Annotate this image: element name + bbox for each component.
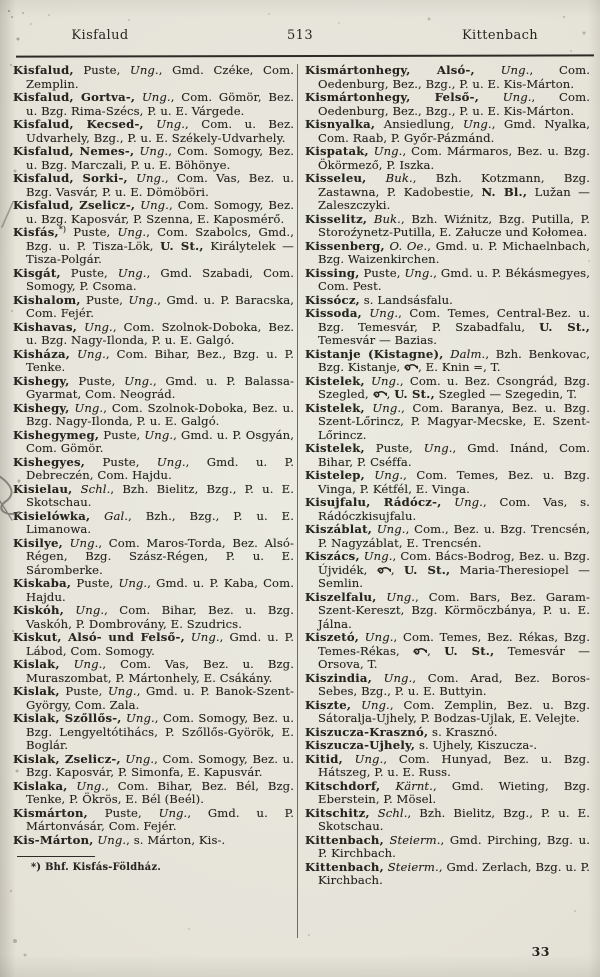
entry: Kiszács, Ung., Com. Bács-Bodrog, Bez. u. Bzg. Újvidék, , U. St., Maria-Theresiopel — Semlin.: [305, 549, 590, 590]
entry: Kisilye, Ung., Com. Maros-Torda, Bez. Alsó-Régen, Bzg. Szász-Régen, P. u. E. Sáromberke.: [13, 535, 294, 577]
entry: Kissenberg, O. Oe., Gmd. u. P. Michaelnbach, Bzg. Waizenkirchen.: [305, 238, 590, 266]
entry: Kisgát, Puste, Ung., Gmd. Szabadi, Com. Somogy, P. Csoma.: [13, 265, 294, 293]
entry: Kisielau, Schl., Bzh. Bielitz, Bzg., P. u. E. Skotschau.: [13, 481, 294, 509]
entry: Kiszte, Ung., Com. Zemplin, Bez. u. Bzg. Sátoralja-Ujhely, P. Bodzas-Ujlak, E. Velejte.: [305, 697, 590, 725]
right-column: [298, 64, 590, 888]
entry: Kishegyes, Puste, Ung., Gmd. u. P. Debreczén, Com. Hajdu.: [13, 454, 295, 482]
footnote: *) Bhf. Kisfás-Földház.: [31, 862, 162, 873]
entry: Kissócz, s. Landsásfalu.: [305, 292, 453, 307]
entry: Kiszetó, Ung., Com. Temes, Bez. Rékas, Bzg. Temes-Rékas, , U. St., Temesvár — Orsova, T.: [305, 630, 590, 671]
entry: Kismártonhegy, Alsó-, Ung., Com. Oedenburg, Bez., Bzg., P. u. E. Kis-Márton.: [305, 63, 590, 91]
paper-speckles: [8, 10, 10, 12]
entry: Kisfalud, Sorki-, Ung., Com. Vas, Bez. u. Bzg. Vasvár, P. u. E. Dömöböri.: [13, 171, 294, 199]
post-horn-icon: [404, 363, 418, 372]
entry: Kiszindia, Ung., Com. Arad, Bez. Boros-Sebes, Bzg., P. u. E. Buttyin.: [305, 670, 590, 698]
entry: Kiszucza-Krasznó, s. Krasznó.: [305, 724, 498, 739]
header-rule: [16, 54, 594, 57]
page-signature: 33: [531, 944, 550, 959]
entry: Kishegymeg, Puste, Ung., Gmd. u. P. Osgyán, Com. Gömör.: [13, 427, 294, 455]
entry: Kislak, Puste, Ung., Gmd. u. P. Banok-Szent-György, Com. Zala.: [13, 684, 295, 712]
entry: Kiskaba, Puste, Ung., Gmd. u. P. Kaba, Com. Hajdu.: [13, 576, 295, 604]
entry: Kislak, Ung., Com. Vas, Bez. u. Bzg. Muraszombat, P. Mártonhely, E. Csákány.: [13, 657, 294, 685]
entry: Kistelep, Ung., Com. Temes, Bez. u. Bzg. Vinga, P. Kétfél, E. Vinga.: [305, 468, 590, 496]
entry: Kisfalud, Gortva-, Ung., Com. Gömör, Bez. u. Bzg. Rima-Szécs, P. u. E. Várgede.: [13, 90, 294, 118]
header-keyword-left: Kisfalud: [71, 28, 129, 43]
entry: Kistelek, Puste, Ung., Gmd. Inánd, Com. Bihar, P. Cséffa.: [305, 441, 591, 469]
entry: Kiszucza-Ujhely, s. Ujhely, Kiszucza-.: [305, 738, 538, 752]
entry: Kiszáblat, Ung., Com., Bez. u. Bzg. Trencsén, P. Nagyzáblat, E. Trencsén.: [305, 522, 590, 550]
text-columns: [13, 64, 595, 977]
entry: Kitschdorf, Kärnt., Gmd. Wieting, Bzg. Eberstein, P. Mösel.: [305, 778, 590, 806]
entry: Kishegy, Ung., Com. Szolnok-Doboka, Bez. u. Bzg. Nagy-Ilonda, P. u. E. Galgó.: [13, 400, 294, 428]
header-keyword-right: Kittenbach: [461, 28, 539, 43]
post-horn-icon: [373, 390, 387, 399]
entry: Kisfás,*) Puste, Ung., Com. Szabolcs, Gmd., Bzg. u. P. Tisza-Lök, U. St., Királytelek — Tisza-Polgár.: [13, 225, 295, 266]
entry: Kittenbach, Steierm., Gmd. Zerlach, Bzg. u. P. Kirchbach.: [305, 859, 590, 887]
entry: Kislak, Zselicz-, Ung., Com. Somogy, Bez. u. Bzg. Kaposvár, P. Simonfa, E. Kapusvár.: [13, 751, 294, 779]
entry: Kiszelfalu, Ung., Com. Bars, Bez. Garam-Szent-Kereszt, Bzg. Körmöczbánya, P. u. E. Jálna.: [305, 589, 590, 631]
post-horn-icon: [377, 566, 391, 575]
entry: Kislaka, Ung., Com. Bihar, Bez. Bél, Bzg. Tenke, P. Ökrös, E. Bél (Beél).: [13, 778, 294, 806]
entry: Kitid, Ung., Com. Hunyad, Bez. u. Bzg. Hátszeg, P. u. E. Russ.: [305, 751, 590, 779]
post-horn-icon: [413, 647, 427, 656]
pencil-mark-small: [0, 200, 16, 230]
running-header: [0, 28, 600, 43]
entry: Kisfalud, Puste, Ung., Gmd. Czéke, Com. Zemplin.: [13, 63, 294, 91]
entry: Kisielówka, Gal., Bzh., Bzg., P. u. E. Limanowa.: [13, 508, 294, 536]
entry: Kitschitz, Schl., Bzh. Bielitz, Bzg., P. u. E. Skotschau.: [305, 805, 590, 833]
entry: Kistanje (Kistagne), Dalm., Bzh. Benkovac, Bzg. Kistanje, , E. Knin =, T.: [305, 346, 590, 374]
entry: Kishegy, Puste, Ung., Gmd. u. P. Balassa-Gyarmat, Com. Neográd.: [13, 373, 294, 401]
entry: Kisselitz, Buk., Bzh. Wiźnitz, Bzg. Putilla, P. Storoźynetz-Putilla, E. Załucze und Kołomea.: [305, 211, 590, 239]
entry: Kisseleu, Buk., Bzh. Kotzmann, Bzg. Zastawna, P. Kadobestie, N. Bl., Lužan — Zaleszczyki.: [305, 171, 590, 212]
entry: Kissing, Puste, Ung., Gmd. u. P. Békásmegyes, Com. Pest.: [305, 265, 590, 293]
entry: Kittenbach, Steierm., Gmd. Pirching, Bzg. u. P. Kirchbach.: [305, 832, 590, 860]
column-divider: [297, 64, 298, 938]
entry: Kispatak, Ung., Com. Mármaros, Bez. u. Bzg. Ökörmező, P. Iszka.: [305, 144, 590, 172]
left-column: [13, 64, 294, 873]
header-page-number: 513: [286, 28, 313, 43]
entry: Kismártonhegy, Felső-, Ung., Com. Oedenburg, Bez., Bzg., P. u. E. Kis-Márton.: [305, 90, 590, 118]
entry: Kis-Márton, Ung., s. Márton, Kis-.: [13, 832, 226, 847]
entry: Kiskut, Alsó- und Felső-, Ung., Gmd. u. P. Lábod, Com. Somogy.: [13, 630, 294, 658]
entry: Kistelek, Ung., Com. Baranya, Bez. u. Bzg. Szent-Lőrincz, P. Magyar-Mecske, E. Szent-Lőrincz.: [305, 400, 590, 442]
entry: Kisnyalka, Ansiedlung, Ung., Gmd. Nyalka, Com. Raab, P. Győr-Pázmánd.: [305, 117, 590, 145]
entry: Kishavas, Ung., Com. Szolnok-Doboka, Bez. u. Bzg. Nagy-Ilonda, P. u. E. Galgó.: [13, 319, 294, 347]
pencil-mark: [0, 468, 27, 540]
entry: Kisfalud, Nemes-, Ung., Com. Somogy, Bez. u. Bzg. Marczali, P. u. E. Böhönye.: [13, 144, 295, 172]
entry: Kissoda, Ung., Com. Temes, Central-Bez. u. Bzg. Temesvár, P. Szabadfalu, U. St., Temesvár — Bazias.: [305, 306, 590, 347]
entry: Kisháza, Ung., Com. Bihar, Bez., Bzg. u. P. Tenke.: [13, 346, 294, 374]
entry: Kisfalud, Zselicz-, Ung., Com. Somogy, Bez. u. Bzg. Kaposvár, P. Szenna, E. Kaposmérő.: [13, 198, 295, 226]
footnote-rule: [17, 856, 95, 857]
entry: Kishalom, Puste, Ung., Gmd. u. P. Baracska, Com. Fejér.: [13, 292, 294, 320]
entry: Kiskóh, Ung., Com. Bihar, Bez. u. Bzg. Vaskóh, P. Dombrovány, E. Szudrics.: [13, 603, 294, 631]
entry: Kismárton, Puste, Ung., Gmd. u. P. Mártonvásár, Com. Fejér.: [13, 805, 295, 833]
entry: Kisfalud, Kecsed-, Ung., Com. u. Bez. Udvarhely, Bzg., P. u. E. Székely-Udvarhely.: [13, 117, 295, 145]
entry: Kislak, Szőllős-, Ung., Com. Somogy, Bez. u. Bzg. Lengyeltótihács, P. Szőllős-Györök, E. Boglár.: [13, 711, 295, 752]
entry: Kisujfalu, Rádócz-, Ung., Com. Vas, s. Rádóczkisujfalu.: [305, 495, 590, 523]
entry: Kistelek, Ung., Com. u. Bez. Csongrád, Bzg. Szegled, , U. St., Szegled — Szegedin, T.: [305, 373, 590, 401]
